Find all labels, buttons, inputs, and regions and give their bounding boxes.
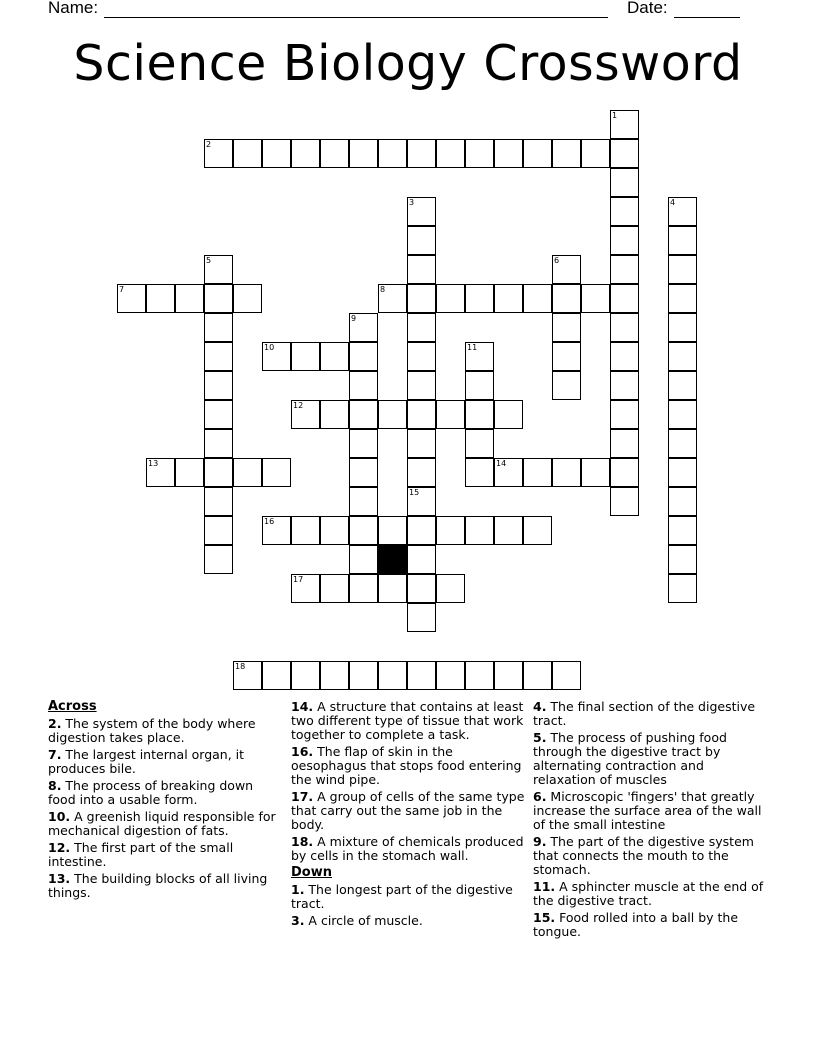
grid-cell[interactable] bbox=[291, 661, 320, 690]
grid-cell[interactable] bbox=[262, 661, 291, 690]
grid-cell[interactable] bbox=[320, 574, 349, 603]
grid-cell[interactable] bbox=[610, 110, 639, 139]
cell-number: 5 bbox=[206, 256, 212, 265]
grid-cell[interactable] bbox=[204, 400, 233, 429]
clue bbox=[291, 835, 526, 863]
clue bbox=[533, 880, 767, 908]
clue-number: 7. bbox=[48, 747, 62, 762]
grid-cell[interactable] bbox=[407, 458, 436, 487]
grid-cell[interactable] bbox=[552, 284, 581, 313]
grid-cell[interactable] bbox=[407, 313, 436, 342]
grid-cell[interactable] bbox=[320, 400, 349, 429]
grid-cell[interactable] bbox=[407, 661, 436, 690]
clue-text: The longest part of the digestive tract. bbox=[291, 882, 513, 911]
grid-cell[interactable] bbox=[378, 284, 407, 313]
grid-cell[interactable] bbox=[668, 400, 697, 429]
grid-cell[interactable] bbox=[320, 661, 349, 690]
grid-cell[interactable] bbox=[378, 400, 407, 429]
cell-number: 12 bbox=[293, 401, 304, 410]
cell-number: 18 bbox=[235, 662, 246, 671]
cell-number: 14 bbox=[496, 459, 507, 468]
grid-cell[interactable] bbox=[407, 516, 436, 545]
grid-cell[interactable] bbox=[494, 516, 523, 545]
clue-number: 13. bbox=[48, 871, 71, 886]
grid-cell[interactable] bbox=[465, 516, 494, 545]
grid-cell[interactable] bbox=[610, 226, 639, 255]
grid-cell[interactable] bbox=[349, 516, 378, 545]
grid-cell[interactable] bbox=[668, 284, 697, 313]
grid-cell[interactable] bbox=[349, 458, 378, 487]
grid-cell[interactable] bbox=[204, 313, 233, 342]
grid-cell[interactable] bbox=[436, 661, 465, 690]
clue-text: Food rolled into a ball by the tongue. bbox=[533, 910, 739, 939]
clue bbox=[291, 914, 526, 928]
grid-cell[interactable] bbox=[291, 139, 320, 168]
grid-cell[interactable] bbox=[668, 342, 697, 371]
clue-text: The final section of the digestive tract. bbox=[533, 699, 756, 728]
grid-cell[interactable] bbox=[581, 458, 610, 487]
clue-number: 8. bbox=[48, 778, 62, 793]
grid-cell[interactable] bbox=[668, 574, 697, 603]
grid-cell[interactable] bbox=[349, 487, 378, 516]
date-label: Date: bbox=[627, 0, 668, 17]
grid-cell[interactable] bbox=[349, 400, 378, 429]
grid-cell[interactable] bbox=[233, 284, 262, 313]
grid-cell[interactable] bbox=[494, 139, 523, 168]
grid-cell[interactable] bbox=[465, 429, 494, 458]
clue bbox=[291, 790, 526, 832]
clue-text: A sphincter muscle at the end of the digestive tract. bbox=[533, 879, 764, 908]
grid-cell[interactable] bbox=[436, 284, 465, 313]
grid-cell[interactable] bbox=[407, 197, 436, 226]
grid-cell[interactable] bbox=[552, 371, 581, 400]
cell-number: 13 bbox=[148, 459, 159, 468]
grid-cell[interactable] bbox=[262, 516, 291, 545]
grid-cell[interactable] bbox=[378, 516, 407, 545]
grid-cell[interactable] bbox=[436, 139, 465, 168]
grid-cell[interactable] bbox=[204, 516, 233, 545]
clue-number: 9. bbox=[533, 834, 547, 849]
clue-number: 16. bbox=[291, 744, 314, 759]
cell-number: 9 bbox=[351, 314, 357, 323]
clue-number: 14. bbox=[291, 699, 314, 714]
grid-cell[interactable] bbox=[668, 458, 697, 487]
grid-cell[interactable] bbox=[407, 400, 436, 429]
grid-cell[interactable] bbox=[465, 661, 494, 690]
clue-number: 12. bbox=[48, 840, 71, 855]
grid-cell[interactable] bbox=[320, 342, 349, 371]
clue-number: 15. bbox=[533, 910, 556, 925]
grid-cell[interactable] bbox=[668, 545, 697, 574]
clue-text: A greenish liquid responsible for mechanical digestion of fats. bbox=[48, 809, 276, 838]
grid-cell[interactable] bbox=[204, 342, 233, 371]
grid-cell[interactable] bbox=[610, 255, 639, 284]
cell-number: 15 bbox=[409, 488, 420, 497]
grid-cell[interactable] bbox=[378, 139, 407, 168]
clue bbox=[48, 810, 280, 838]
clue bbox=[48, 841, 280, 869]
grid-cell[interactable] bbox=[407, 603, 436, 632]
black-cell bbox=[378, 545, 407, 574]
grid-cell[interactable] bbox=[668, 313, 697, 342]
clue-text: The part of the digestive system that connects the mouth to the stomach. bbox=[533, 834, 754, 877]
grid-cell[interactable] bbox=[668, 197, 697, 226]
grid-cell[interactable] bbox=[407, 255, 436, 284]
cell-number: 8 bbox=[380, 285, 386, 294]
grid-cell[interactable] bbox=[610, 371, 639, 400]
cell-number: 4 bbox=[670, 198, 676, 207]
clue-number: 5. bbox=[533, 730, 547, 745]
clue-number: 11. bbox=[533, 879, 556, 894]
grid-cell[interactable] bbox=[349, 139, 378, 168]
cell-number: 6 bbox=[554, 256, 560, 265]
grid-cell[interactable] bbox=[349, 342, 378, 371]
grid-cell[interactable] bbox=[610, 429, 639, 458]
grid-cell[interactable] bbox=[494, 400, 523, 429]
clues-column-3 bbox=[533, 700, 767, 942]
grid-cell[interactable] bbox=[668, 487, 697, 516]
grid-cell[interactable] bbox=[349, 574, 378, 603]
clue bbox=[533, 911, 767, 939]
grid-cell[interactable] bbox=[552, 661, 581, 690]
clue bbox=[48, 779, 280, 807]
grid-cell[interactable] bbox=[668, 429, 697, 458]
grid-cell[interactable] bbox=[204, 371, 233, 400]
clue-text: The first part of the small intestine. bbox=[48, 840, 234, 869]
grid-cell[interactable] bbox=[610, 284, 639, 313]
clue-number: 1. bbox=[291, 882, 305, 897]
cell-number: 2 bbox=[206, 140, 212, 149]
grid-cell[interactable] bbox=[465, 139, 494, 168]
grid-cell[interactable] bbox=[465, 342, 494, 371]
cell-number: 1 bbox=[612, 111, 618, 120]
grid-cell[interactable] bbox=[552, 313, 581, 342]
grid-cell[interactable] bbox=[668, 255, 697, 284]
grid-cell[interactable] bbox=[233, 458, 262, 487]
clues-column-1 bbox=[48, 700, 280, 903]
clue-text: The process of pushing food through the digestive tract by alternating contraction and relaxation of muscles bbox=[533, 730, 727, 787]
grid-cell[interactable] bbox=[117, 284, 146, 313]
grid-cell[interactable] bbox=[581, 284, 610, 313]
clues-column-2 bbox=[291, 700, 526, 931]
clue bbox=[533, 835, 767, 877]
clue-text: A mixture of chemicals produced by cells in the stomach wall. bbox=[291, 834, 524, 863]
grid-cell[interactable] bbox=[494, 661, 523, 690]
clue-text: The system of the body where digestion takes place. bbox=[48, 716, 256, 745]
grid-cell[interactable] bbox=[262, 342, 291, 371]
page-title: Science Biology Crossword bbox=[73, 35, 743, 92]
grid-cell[interactable] bbox=[610, 400, 639, 429]
grid-cell[interactable] bbox=[552, 342, 581, 371]
cell-number: 16 bbox=[264, 517, 275, 526]
clue bbox=[533, 731, 767, 787]
grid-cell[interactable] bbox=[146, 284, 175, 313]
grid-cell[interactable] bbox=[407, 342, 436, 371]
grid-cell[interactable] bbox=[494, 458, 523, 487]
clue bbox=[291, 700, 526, 742]
grid-cell[interactable] bbox=[610, 458, 639, 487]
clue-number: 4. bbox=[533, 699, 547, 714]
grid-cell[interactable] bbox=[436, 516, 465, 545]
clue bbox=[291, 745, 526, 787]
grid-cell[interactable] bbox=[291, 574, 320, 603]
grid-cell[interactable] bbox=[407, 139, 436, 168]
across-heading: Across bbox=[48, 699, 97, 714]
grid-cell[interactable] bbox=[378, 661, 407, 690]
grid-cell[interactable] bbox=[552, 458, 581, 487]
clue-number: 10. bbox=[48, 809, 71, 824]
grid-cell[interactable] bbox=[552, 139, 581, 168]
clue-number: 2. bbox=[48, 716, 62, 731]
cell-number: 10 bbox=[264, 343, 275, 352]
grid-cell[interactable] bbox=[523, 661, 552, 690]
cell-number: 17 bbox=[293, 575, 304, 584]
clue-text: The building blocks of all living things. bbox=[48, 871, 268, 900]
grid-cell[interactable] bbox=[204, 429, 233, 458]
grid-cell[interactable] bbox=[349, 429, 378, 458]
grid-cell[interactable] bbox=[610, 313, 639, 342]
grid-cell[interactable] bbox=[320, 139, 349, 168]
grid-cell[interactable] bbox=[465, 400, 494, 429]
grid-cell[interactable] bbox=[204, 487, 233, 516]
grid-cell[interactable] bbox=[407, 574, 436, 603]
grid-cell[interactable] bbox=[204, 284, 233, 313]
clue bbox=[291, 883, 526, 911]
grid-cell[interactable] bbox=[407, 284, 436, 313]
grid-cell[interactable] bbox=[291, 400, 320, 429]
grid-cell[interactable] bbox=[407, 226, 436, 255]
grid-cell[interactable] bbox=[233, 661, 262, 690]
clue bbox=[48, 748, 280, 776]
cell-number: 3 bbox=[409, 198, 415, 207]
down-heading: Down bbox=[291, 865, 332, 880]
cell-number: 7 bbox=[119, 285, 125, 294]
grid-cell[interactable] bbox=[146, 458, 175, 487]
grid-cell[interactable] bbox=[552, 255, 581, 284]
grid-cell[interactable] bbox=[407, 487, 436, 516]
grid-cell[interactable] bbox=[175, 284, 204, 313]
clue-text: The largest internal organ, it produces bile. bbox=[48, 747, 245, 776]
grid-cell[interactable] bbox=[436, 574, 465, 603]
grid-cell[interactable] bbox=[407, 545, 436, 574]
grid-cell[interactable] bbox=[523, 516, 552, 545]
clue-text: A group of cells of the same type that carry out the same job in the body. bbox=[291, 789, 525, 832]
grid-cell[interactable] bbox=[610, 139, 639, 168]
grid-cell[interactable] bbox=[436, 400, 465, 429]
grid-cell[interactable] bbox=[494, 284, 523, 313]
grid-cell[interactable] bbox=[465, 284, 494, 313]
grid-cell[interactable] bbox=[581, 139, 610, 168]
grid-cell[interactable] bbox=[204, 255, 233, 284]
grid-cell[interactable] bbox=[407, 429, 436, 458]
grid-cell[interactable] bbox=[407, 371, 436, 400]
clue-number: 6. bbox=[533, 789, 547, 804]
grid-cell[interactable] bbox=[204, 545, 233, 574]
grid-cell[interactable] bbox=[465, 458, 494, 487]
grid-cell[interactable] bbox=[204, 139, 233, 168]
grid-cell[interactable] bbox=[349, 545, 378, 574]
clue bbox=[48, 872, 280, 900]
clue bbox=[533, 700, 767, 728]
clue bbox=[48, 717, 280, 745]
clue-text: The flap of skin in the oesophagus that stops food entering the wind pipe. bbox=[291, 744, 522, 787]
grid-cell[interactable] bbox=[233, 139, 262, 168]
grid-cell[interactable] bbox=[349, 313, 378, 342]
grid-cell[interactable] bbox=[610, 342, 639, 371]
grid-cell[interactable] bbox=[523, 458, 552, 487]
grid-cell[interactable] bbox=[175, 458, 204, 487]
grid-cell[interactable] bbox=[610, 168, 639, 197]
clue-text: The process of breaking down food into a usable form. bbox=[48, 778, 254, 807]
clue bbox=[533, 790, 767, 832]
grid-cell[interactable] bbox=[291, 342, 320, 371]
clue-number: 18. bbox=[291, 834, 314, 849]
grid-cell[interactable] bbox=[291, 516, 320, 545]
grid-cell[interactable] bbox=[610, 197, 639, 226]
clue-number: 3. bbox=[291, 913, 305, 928]
grid-cell[interactable] bbox=[610, 487, 639, 516]
grid-cell[interactable] bbox=[668, 371, 697, 400]
grid-cell[interactable] bbox=[349, 661, 378, 690]
grid-cell[interactable] bbox=[523, 139, 552, 168]
grid-cell[interactable] bbox=[262, 139, 291, 168]
grid-cell[interactable] bbox=[668, 516, 697, 545]
clue-text: A circle of muscle. bbox=[304, 913, 423, 928]
grid-cell[interactable] bbox=[523, 284, 552, 313]
grid-cell[interactable] bbox=[465, 371, 494, 400]
cell-number: 11 bbox=[467, 343, 478, 352]
grid-cell[interactable] bbox=[349, 371, 378, 400]
grid-cell[interactable] bbox=[320, 516, 349, 545]
clue-text: Microscopic 'fingers' that greatly increase the surface area of the wall of the small intestine bbox=[533, 789, 762, 832]
clue-text: A structure that contains at least two different type of tissue that work together to complete a task. bbox=[291, 699, 524, 742]
grid-cell[interactable] bbox=[262, 458, 291, 487]
clue-number: 17. bbox=[291, 789, 314, 804]
grid-cell[interactable] bbox=[204, 458, 233, 487]
name-label: Name: bbox=[48, 0, 99, 17]
grid-cell[interactable] bbox=[668, 226, 697, 255]
grid-cell[interactable] bbox=[378, 574, 407, 603]
